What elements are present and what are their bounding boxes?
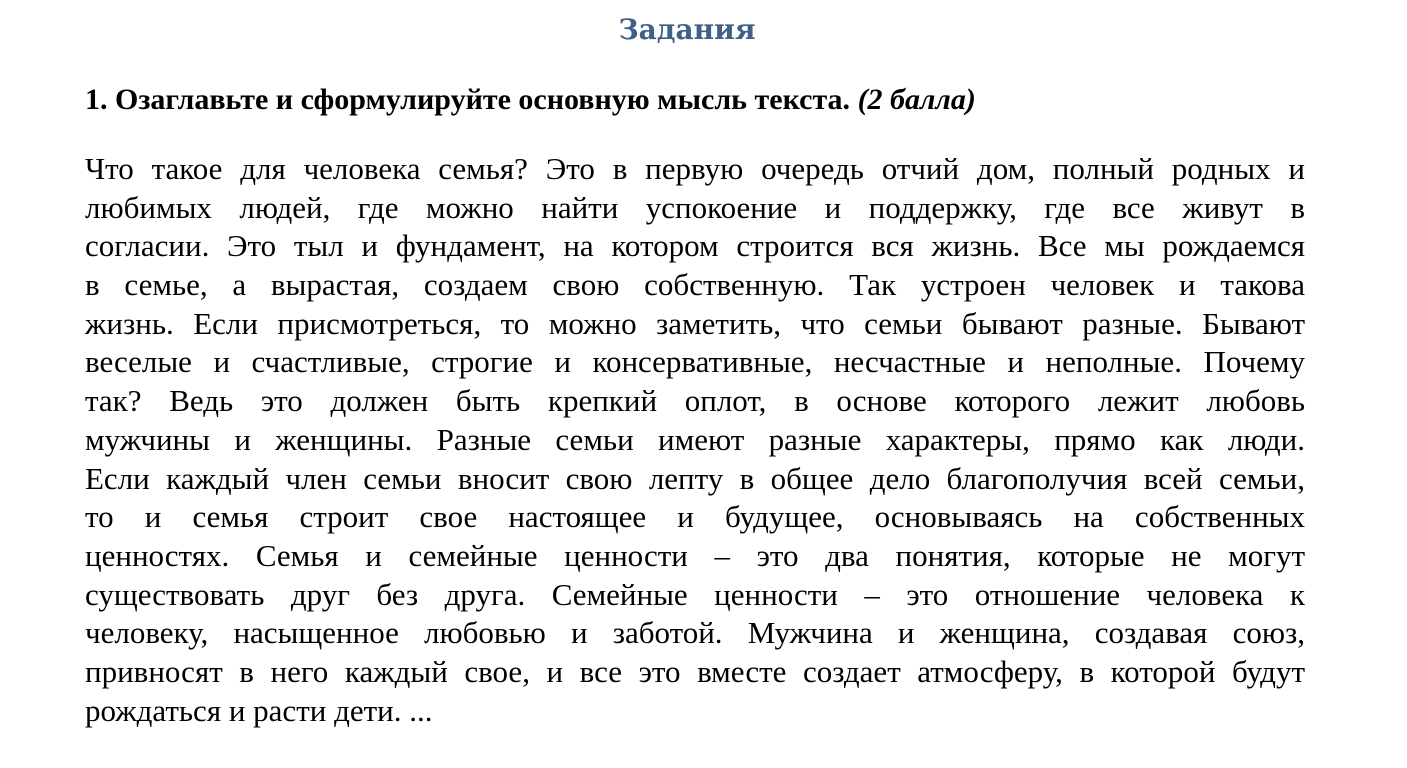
paragraph-line: любимых людей, где можно найти успокоение и поддержку, где все живут в [85, 189, 1305, 225]
task-heading [85, 80, 1305, 120]
body-paragraph [85, 150, 1305, 730]
task-points: (2 балла) [857, 83, 976, 116]
paragraph-line: мужчины и женщины. Разные семьи имеют разные характеры, прямо как люди. [85, 421, 1305, 457]
paragraph-line: жизнь. Если присмотреться, то можно заметить, что семьи бывают разные. Бывают [85, 305, 1305, 341]
task-number: 1. [85, 83, 108, 116]
paragraph-line: существовать друг без друга. Семейные ценности – это отношение человека к [85, 576, 1305, 612]
paragraph-line: человеку, насыщенное любовью и заботой. Мужчина и женщина, создавая союз, [85, 615, 1305, 651]
paragraph-line: Что такое для человека семья? Это в первую очередь отчий дом, полный родных и [85, 151, 1305, 186]
task-text: Озаглавьте и сформулируйте основную мысль текста. [115, 83, 851, 116]
paragraph-line: рождаться и расти дети. ... [85, 692, 433, 728]
paragraph-line: Если каждый член семьи вносит свою лепту в общее дело благополучия всей семьи, [85, 460, 1305, 496]
paragraph-line: согласии. Это тыл и фундамент, на котором строится вся жизнь. Все мы рождаемся [85, 228, 1305, 264]
paragraph-line: так? Ведь это должен быть крепкий оплот, в основе которого лежит любовь [85, 383, 1305, 419]
paragraph-line: веселые и счастливые, строгие и консервативные, несчастные и неполные. Почему [85, 344, 1305, 380]
paragraph-line: ценностях. Семья и семейные ценности – это два понятия, которые не могут [85, 537, 1305, 573]
paragraph-line: то и семья строит свое настоящее и будущее, основываясь на собственных [85, 499, 1305, 535]
paragraph-line: в семье, а вырастая, создаем свою собственную. Так устроен человек и такова [85, 267, 1305, 303]
page-title: Задания [618, 13, 756, 46]
paragraph-line: привносят в него каждый свое, и все это вместе создает атмосферу, в которой будут [85, 653, 1305, 689]
